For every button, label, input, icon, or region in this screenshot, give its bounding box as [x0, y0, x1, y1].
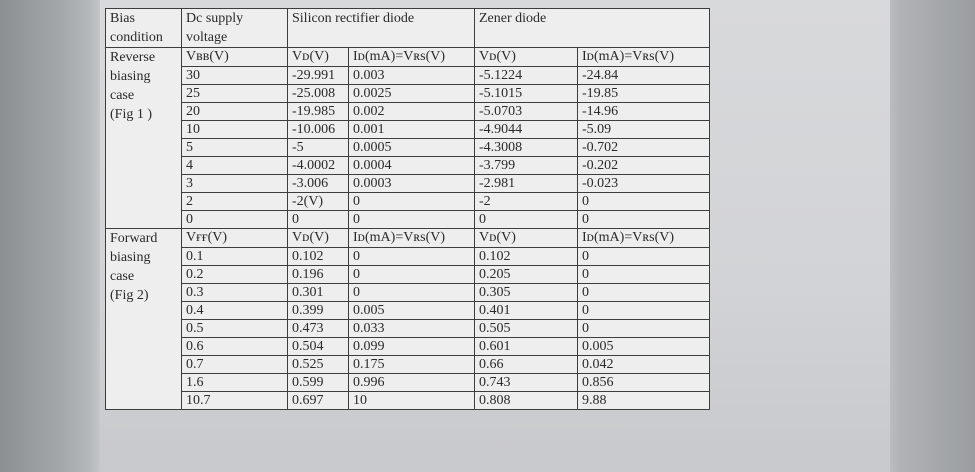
- zener-vd-cell: 0.401: [475, 302, 578, 320]
- silicon-vd-cell: 0.473: [288, 320, 349, 338]
- table-row: [106, 248, 710, 266]
- reverse-zener-vd-header: Vᴅ(V): [475, 48, 578, 67]
- table-row: [106, 302, 710, 320]
- zener-vd-cell: 0.743: [475, 374, 578, 392]
- zener-vd-cell: -4.9044: [475, 121, 578, 139]
- dc-supply-header: Dc supply voltage: [182, 9, 288, 48]
- table-row: [106, 103, 710, 121]
- zener-id-cell: 0: [578, 193, 710, 211]
- zener-vd-cell: 0.808: [475, 392, 578, 410]
- table-row: [106, 121, 710, 139]
- zener-id-cell: -14.96: [578, 103, 710, 121]
- silicon-id-cell: 0: [349, 266, 475, 284]
- silicon-id-cell: 0.002: [349, 103, 475, 121]
- silicon-vd-cell: -2(V): [288, 193, 349, 211]
- zener-vd-cell: 0.66: [475, 356, 578, 374]
- silicon-id-cell: 0.005: [349, 302, 475, 320]
- zener-id-cell: 0: [578, 211, 710, 229]
- zener-id-cell: 0.042: [578, 356, 710, 374]
- silicon-id-cell: 0.003: [349, 67, 475, 85]
- silicon-id-cell: 0: [349, 284, 475, 302]
- table-row: [106, 85, 710, 103]
- silicon-diode-header: Silicon rectifier diode: [288, 9, 475, 48]
- supply-voltage-cell: 1.6: [182, 374, 288, 392]
- zener-vd-cell: 0.205: [475, 266, 578, 284]
- supply-voltage-cell: 25: [182, 85, 288, 103]
- zener-vd-cell: 0.102: [475, 248, 578, 266]
- zener-id-cell: 0: [578, 266, 710, 284]
- zener-diode-header: Zener diode: [475, 9, 710, 48]
- table-row: [106, 356, 710, 374]
- zener-id-cell: -0.202: [578, 157, 710, 175]
- supply-voltage-cell: 0.4: [182, 302, 288, 320]
- zener-id-cell: -24.84: [578, 67, 710, 85]
- silicon-vd-cell: 0.399: [288, 302, 349, 320]
- silicon-id-cell: 0.0004: [349, 157, 475, 175]
- silicon-vd-cell: 0.599: [288, 374, 349, 392]
- supply-voltage-cell: 0.5: [182, 320, 288, 338]
- zener-id-cell: 0.856: [578, 374, 710, 392]
- zener-vd-cell: 0.505: [475, 320, 578, 338]
- supply-voltage-cell: 10.7: [182, 392, 288, 410]
- supply-voltage-cell: 4: [182, 157, 288, 175]
- table-row: [106, 320, 710, 338]
- silicon-vd-cell: -25.008: [288, 85, 349, 103]
- forward-zener-vd-header: Vᴅ(V): [475, 229, 578, 248]
- table-row: [106, 374, 710, 392]
- zener-vd-cell: -3.799: [475, 157, 578, 175]
- silicon-vd-cell: 0.102: [288, 248, 349, 266]
- zener-vd-cell: -5.1224: [475, 67, 578, 85]
- forward-supply-voltage-header: Vғғ(V): [182, 229, 288, 248]
- zener-vd-cell: -2.981: [475, 175, 578, 193]
- silicon-vd-cell: -4.0002: [288, 157, 349, 175]
- table-row: [106, 157, 710, 175]
- reverse-supply-voltage-header: Vʙʙ(V): [182, 48, 288, 67]
- silicon-vd-cell: -19.985: [288, 103, 349, 121]
- table-row: [106, 175, 710, 193]
- zener-vd-cell: -5.1015: [475, 85, 578, 103]
- silicon-id-cell: 0.033: [349, 320, 475, 338]
- table-row: [106, 193, 710, 211]
- supply-voltage-cell: 5: [182, 139, 288, 157]
- reverse-bias-label: Reverse biasing case (Fig 1 ): [106, 48, 182, 229]
- forward-zener-id-header: Iᴅ(mA)=Vʀs(V): [578, 229, 710, 248]
- reverse-column-header-row: [106, 48, 710, 67]
- silicon-vd-cell: 0.697: [288, 392, 349, 410]
- zener-id-cell: 0: [578, 248, 710, 266]
- silicon-vd-cell: -10.006: [288, 121, 349, 139]
- header-row: [106, 9, 710, 48]
- table-row: [106, 139, 710, 157]
- silicon-vd-cell: 0.196: [288, 266, 349, 284]
- zener-id-cell: 0.005: [578, 338, 710, 356]
- supply-voltage-cell: 0.2: [182, 266, 288, 284]
- supply-voltage-cell: 0.3: [182, 284, 288, 302]
- supply-voltage-cell: 0.1: [182, 248, 288, 266]
- zener-vd-cell: -4.3008: [475, 139, 578, 157]
- zener-id-cell: -0.023: [578, 175, 710, 193]
- zener-vd-cell: 0.601: [475, 338, 578, 356]
- silicon-id-cell: 0: [349, 248, 475, 266]
- supply-voltage-cell: 0.7: [182, 356, 288, 374]
- zener-vd-cell: 0: [475, 211, 578, 229]
- table-row: [106, 266, 710, 284]
- silicon-vd-cell: 0.504: [288, 338, 349, 356]
- table-row: [106, 211, 710, 229]
- silicon-id-cell: 0.996: [349, 374, 475, 392]
- zener-id-cell: 0: [578, 284, 710, 302]
- silicon-id-cell: 0.175: [349, 356, 475, 374]
- forward-silicon-vd-header: Vᴅ(V): [288, 229, 349, 248]
- silicon-id-cell: 0.099: [349, 338, 475, 356]
- zener-id-cell: -5.09: [578, 121, 710, 139]
- silicon-vd-cell: 0.525: [288, 356, 349, 374]
- table-row: [106, 338, 710, 356]
- bias-condition-header: Bias condition: [106, 9, 182, 48]
- zener-id-cell: 0: [578, 302, 710, 320]
- silicon-id-cell: 0.0005: [349, 139, 475, 157]
- supply-voltage-cell: 2: [182, 193, 288, 211]
- silicon-id-cell: 0: [349, 211, 475, 229]
- zener-vd-cell: -5.0703: [475, 103, 578, 121]
- forward-column-header-row: [106, 229, 710, 248]
- silicon-vd-cell: -3.006: [288, 175, 349, 193]
- supply-voltage-cell: 20: [182, 103, 288, 121]
- reverse-zener-id-header: Iᴅ(mA)=Vʀs(V): [578, 48, 710, 67]
- silicon-id-cell: 0.0025: [349, 85, 475, 103]
- table-row: [106, 284, 710, 302]
- supply-voltage-cell: 0: [182, 211, 288, 229]
- zener-id-cell: 0: [578, 320, 710, 338]
- silicon-id-cell: 10: [349, 392, 475, 410]
- zener-vd-cell: 0.305: [475, 284, 578, 302]
- zener-id-cell: -19.85: [578, 85, 710, 103]
- supply-voltage-cell: 30: [182, 67, 288, 85]
- supply-voltage-cell: 0.6: [182, 338, 288, 356]
- reverse-silicon-vd-header: Vᴅ(V): [288, 48, 349, 67]
- reverse-silicon-id-header: Iᴅ(mA)=Vʀs(V): [349, 48, 475, 67]
- silicon-vd-cell: 0.301: [288, 284, 349, 302]
- silicon-vd-cell: -29.991: [288, 67, 349, 85]
- supply-voltage-cell: 10: [182, 121, 288, 139]
- zener-id-cell: -0.702: [578, 139, 710, 157]
- forward-silicon-id-header: Iᴅ(mA)=Vʀs(V): [349, 229, 475, 248]
- table-row: [106, 392, 710, 410]
- silicon-vd-cell: -5: [288, 139, 349, 157]
- zener-vd-cell: -2: [475, 193, 578, 211]
- table-row: [106, 67, 710, 85]
- supply-voltage-cell: 3: [182, 175, 288, 193]
- silicon-id-cell: 0.001: [349, 121, 475, 139]
- silicon-id-cell: 0: [349, 193, 475, 211]
- silicon-vd-cell: 0: [288, 211, 349, 229]
- diode-data-table: [105, 8, 710, 410]
- forward-bias-label: Forward biasing case (Fig 2): [106, 229, 182, 410]
- silicon-id-cell: 0.0003: [349, 175, 475, 193]
- zener-id-cell: 9.88: [578, 392, 710, 410]
